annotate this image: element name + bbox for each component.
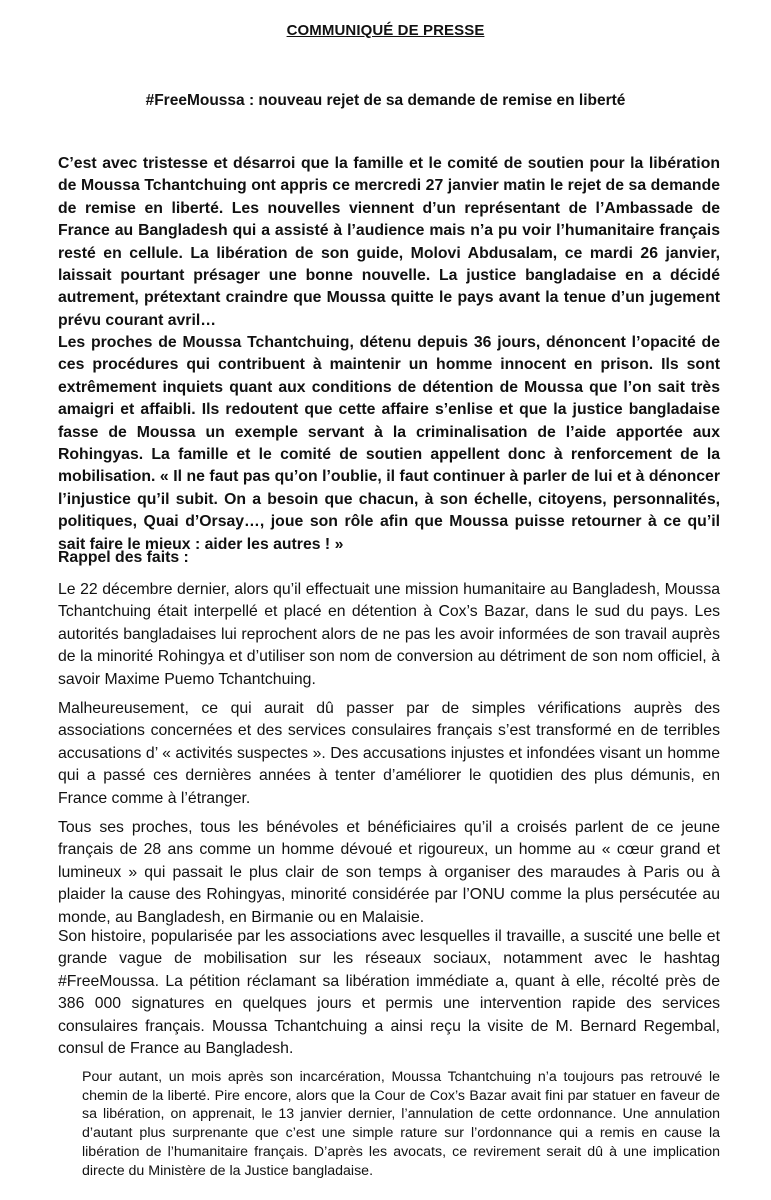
paragraph-facts-character: Tous ses proches, tous les bénévoles et bénéficiaires qu’il a croisés parlent de ce jeune français de 28 ans comme un homme dévoué et rigoureux, un homme au « cœur grand et lumineux » qui passait le plus clair de son temps à organiser des maraudes à Paris ou à plaider la cause des Rohingyas, minorité considérée par l’ONU comme la plus persécutée au monde, au Bangladesh, en Birmanie ou en Malaisie. [58,819,720,926]
paragraph-intro: C’est avec tristesse et désarroi que la famille et le comité de soutien pour la libération de Moussa Tchantchuing ont appris ce mercredi 27 janvier matin le rejet de sa demande de remise en liberté. Les nouvelles viennent d’un représentant de l’Ambassade de France au Bangladesh qui a assisté à l’audience mais n’a pu voir l’humanitaire français resté en cellule. La libération de son guide, Molovi Abdusalam, ce mardi 26 janvier, laissait pourtant présager une bonne nouvelle. La justice bangladaise en a décidé autrement, prétextant craindre que Moussa quitte le pays avant la tenue d’un jugement prévu courant avril… [58,155,720,329]
document-heading: COMMUNIQUÉ DE PRESSE [286,22,485,39]
paragraph-facts-arrest: Le 22 décembre dernier, alors qu’il effectuait une mission humanitaire au Bangladesh, Moussa Tchantchuing était interpellé et placé en détention à Cox’s Bazar, dans le sud du pays. Les autorités bangladaises lui reprochent alors de ne pas les avoir informées de son travail auprès de la minorité Rohingya et d’utiliser son nom de conversion au détriment de son nom officiel, à savoir Maxime Puemo Tchantchuing. [58,581,720,688]
paragraph-family-statement: Les proches de Moussa Tchantchuing, détenu depuis 36 jours, dénoncent l’opacité de ces procédures qui contribuent à maintenir un homme innocent en prison. Ils sont extrêmement inquiets quant aux conditions de détention de Moussa que l’on sait très amaigri et affaibli. Ils redoutent que cette affaire s’enlise et que la justice bangladaise fasse de Moussa un exemple servant à la criminalisation de l’aide apportée aux Rohingyas. La famille et le comité de soutien appellent donc à renforcement de la mobilisation. « Il ne faut pas qu’on l’oublie, il faut continuer à parler de lui et à dénoncer l’injustice qu’il subit. On a besoin que chacun, à son échelle, citoyens, personnalités, politiques, Quai d’Orsay…, joue son rôle afin que Moussa puisse retourner à ce qu’il sait faire le mieux : aider les autres ! » [58,334,720,553]
paragraph-facts-accusations: Malheureusement, ce qui aurait dû passer par de simples vérifications auprès des associations concernées et des services consulaires français s’est transformé en de terribles accusations d’ « activités suspectes ». Des accusations injustes et infondées visant un homme qui a passé ces dernières années à tenter d’améliorer le quotidien des plus démunis, en France comme à l’étranger. [58,700,720,807]
paragraph-facts-annulment: Pour autant, un mois après son incarcération, Moussa Tchantchuing n’a toujours pas retrouvé le chemin de la liberté. Pire encore, alors que la Cour de Cox’s Bazar avait fini par statuer en faveur de sa libération, on apprenait, le 13 janvier dernier, l’annulation de cette ordonnance. Une annulation d’autant plus surprenante que c’est une simple rature sur l’ordonnance qui a remis en cause la libération de l’humanitaire français. D’après les avocats, ce revirement serait dû à une implication directe du Ministère de la Justice bangladaise. [82,1069,720,1179]
paragraph-facts-mobilisation: Son histoire, popularisée par les associations avec lesquelles il travaille, a suscité une belle et grande vague de mobilisation sur les réseaux sociaux, notamment avec le hashtag #FreeMoussa. La pétition réclamant sa libération immédiate a, quant à elle, récolté près de 386 000 signatures en quelques jours et permis une intervention rapide des services consulaires français. Moussa Tchantchuing a ainsi reçu la visite de M. Bernard Regembal, consul de France au Bangladesh. [58,928,720,1058]
section-heading-facts: Rappel des faits : [58,549,189,566]
document-subtitle: #FreeMoussa : nouveau rejet de sa demande de remise en liberté [145,92,626,109]
